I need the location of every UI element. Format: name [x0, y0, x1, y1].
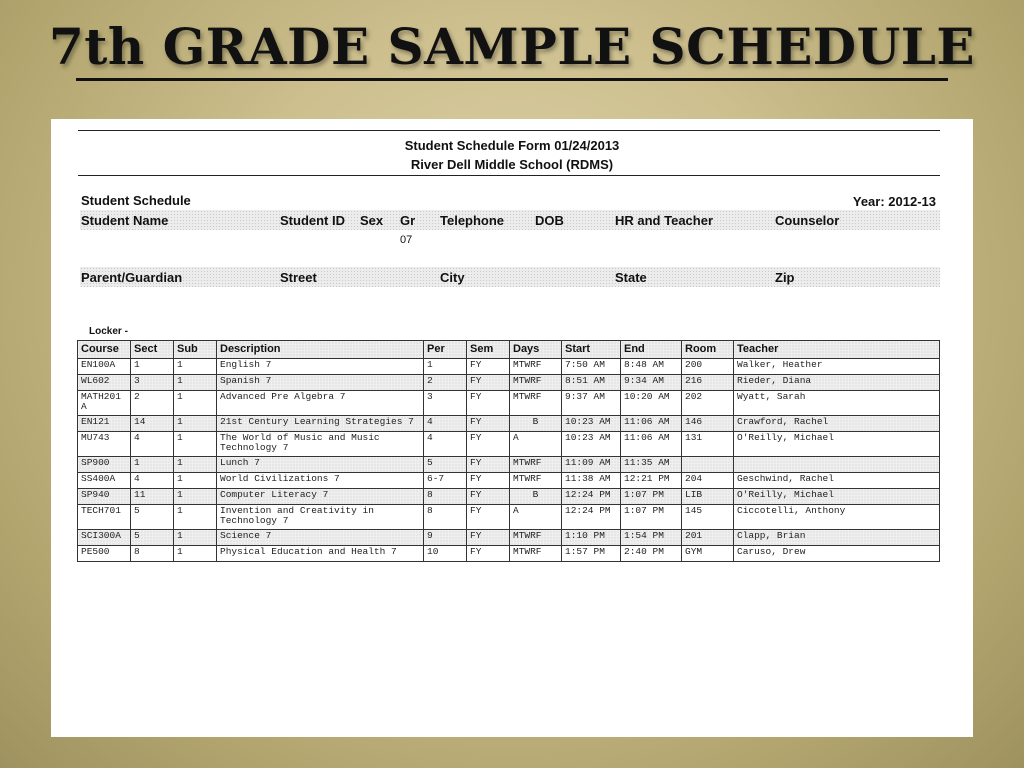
cell-sub: 1	[174, 489, 217, 505]
cell-course: SP940	[78, 489, 131, 505]
cell-end: 1:07 PM	[621, 505, 682, 530]
cell-start: 8:51 AM	[562, 375, 621, 391]
label-street: Street	[280, 270, 317, 285]
cell-teacher: Wyatt, Sarah	[734, 391, 940, 416]
cell-description: Invention and Creativity in Technology 7	[217, 505, 424, 530]
cell-per: 3	[424, 391, 467, 416]
cell-start: 9:37 AM	[562, 391, 621, 416]
cell-sem: FY	[467, 489, 510, 505]
cell-sub: 1	[174, 432, 217, 457]
cell-per: 6-7	[424, 473, 467, 489]
col-header-per: Per	[424, 341, 467, 359]
cell-course: MU743	[78, 432, 131, 457]
label-grade: Gr	[400, 213, 416, 228]
cell-description: Spanish 7	[217, 375, 424, 391]
cell-start: 12:24 PM	[562, 489, 621, 505]
cell-per: 1	[424, 359, 467, 375]
table-row	[78, 457, 940, 473]
cell-course: TECH701	[78, 505, 131, 530]
cell-days: A	[510, 432, 562, 457]
cell-days: MTWRF	[510, 391, 562, 416]
cell-end: 12:21 PM	[621, 473, 682, 489]
form-title-line2: River Dell Middle School (RDMS)	[410, 157, 614, 172]
cell-per: 5	[424, 457, 467, 473]
cell-end: 1:54 PM	[621, 530, 682, 546]
cell-start: 12:24 PM	[562, 505, 621, 530]
cell-room: 201	[682, 530, 734, 546]
cell-sem: FY	[467, 416, 510, 432]
col-header-start: Start	[562, 341, 621, 359]
grade-value: 07	[400, 234, 413, 246]
table-row	[78, 375, 940, 391]
cell-room: 131	[682, 432, 734, 457]
cell-days: MTWRF	[510, 457, 562, 473]
table-row	[78, 505, 940, 530]
cell-description: The World of Music and Music Technology 7	[217, 432, 424, 457]
label-counselor: Counselor	[775, 213, 840, 228]
cell-sem: FY	[467, 473, 510, 489]
col-header-days: Days	[510, 341, 562, 359]
cell-room: 145	[682, 505, 734, 530]
cell-sem: FY	[467, 375, 510, 391]
cell-sect: 5	[131, 505, 174, 530]
col-header-teacher: Teacher	[734, 341, 940, 359]
cell-description: 21st Century Learning Strategies 7	[217, 416, 424, 432]
table-row	[78, 546, 940, 562]
slide-title	[0, 14, 1024, 80]
cell-start: 11:09 AM	[562, 457, 621, 473]
guardian-info-header-band	[80, 267, 940, 287]
cell-course: SS400A	[78, 473, 131, 489]
cell-end: 9:34 AM	[621, 375, 682, 391]
cell-sub: 1	[174, 530, 217, 546]
cell-end: 11:06 AM	[621, 416, 682, 432]
cell-room: 200	[682, 359, 734, 375]
cell-per: 2	[424, 375, 467, 391]
cell-course: PE500	[78, 546, 131, 562]
cell-course: SCI300A	[78, 530, 131, 546]
cell-start: 11:38 AM	[562, 473, 621, 489]
col-header-end: End	[621, 341, 682, 359]
cell-description: Computer Literacy 7	[217, 489, 424, 505]
col-header-course: Course	[78, 341, 131, 359]
table-row	[78, 473, 940, 489]
label-dob: DOB	[535, 213, 564, 228]
cell-sub: 1	[174, 505, 217, 530]
cell-per: 8	[424, 505, 467, 530]
cell-sect: 4	[131, 432, 174, 457]
cell-per: 10	[424, 546, 467, 562]
cell-per: 4	[424, 416, 467, 432]
label-city: City	[440, 270, 465, 285]
top-rule	[78, 130, 940, 131]
cell-sem: FY	[467, 505, 510, 530]
cell-sect: 1	[131, 457, 174, 473]
cell-sect: 5	[131, 530, 174, 546]
slide-title-text: 7th GRADE SAMPLE SCHEDULE	[48, 17, 976, 76]
cell-end: 11:35 AM	[621, 457, 682, 473]
label-telephone: Telephone	[440, 213, 505, 228]
cell-teacher: Rieder, Diana	[734, 375, 940, 391]
cell-sect: 14	[131, 416, 174, 432]
cell-sub: 1	[174, 391, 217, 416]
cell-end: 8:48 AM	[621, 359, 682, 375]
form-title-line1: Student Schedule Form 01/24/2013	[404, 138, 620, 153]
cell-room	[682, 457, 734, 473]
col-header-description: Description	[217, 341, 424, 359]
cell-teacher: O'Reilly, Michael	[734, 489, 940, 505]
label-student-id: Student ID	[280, 213, 345, 228]
cell-sub: 1	[174, 416, 217, 432]
cell-sect: 3	[131, 375, 174, 391]
table-row	[78, 359, 940, 375]
cell-start: 10:23 AM	[562, 432, 621, 457]
cell-course: MATH201 A	[78, 391, 131, 416]
cell-description: World Civilizations 7	[217, 473, 424, 489]
cell-room: GYM	[682, 546, 734, 562]
cell-per: 4	[424, 432, 467, 457]
cell-sect: 4	[131, 473, 174, 489]
cell-end: 2:40 PM	[621, 546, 682, 562]
cell-room: 216	[682, 375, 734, 391]
cell-days: MTWRF	[510, 546, 562, 562]
col-header-sect: Sect	[131, 341, 174, 359]
cell-sem: FY	[467, 546, 510, 562]
cell-sub: 1	[174, 375, 217, 391]
cell-per: 8	[424, 489, 467, 505]
cell-room: 202	[682, 391, 734, 416]
cell-description: Science 7	[217, 530, 424, 546]
cell-teacher: Ciccotelli, Anthony	[734, 505, 940, 530]
school-year: Year: 2012-13	[852, 194, 936, 209]
cell-sect: 2	[131, 391, 174, 416]
cell-description: Advanced Pre Algebra 7	[217, 391, 424, 416]
cell-teacher: O'Reilly, Michael	[734, 432, 940, 457]
cell-end: 10:20 AM	[621, 391, 682, 416]
cell-sem: FY	[467, 391, 510, 416]
header-rule	[78, 175, 940, 176]
table-row	[78, 416, 940, 432]
cell-start: 1:10 PM	[562, 530, 621, 546]
section-title: Student Schedule	[81, 193, 191, 208]
cell-teacher: Crawford, Rachel	[734, 416, 940, 432]
cell-sub: 1	[174, 473, 217, 489]
label-sex: Sex	[360, 213, 384, 228]
label-state: State	[615, 270, 647, 285]
cell-sub: 1	[174, 359, 217, 375]
cell-description: Lunch 7	[217, 457, 424, 473]
cell-days: MTWRF	[510, 359, 562, 375]
cell-teacher: Caruso, Drew	[734, 546, 940, 562]
cell-room: 204	[682, 473, 734, 489]
cell-description: Physical Education and Health 7	[217, 546, 424, 562]
cell-teacher: Clapp, Brian	[734, 530, 940, 546]
cell-days: MTWRF	[510, 473, 562, 489]
cell-start: 1:57 PM	[562, 546, 621, 562]
cell-sub: 1	[174, 546, 217, 562]
cell-days: B	[510, 416, 562, 432]
cell-days: MTWRF	[510, 375, 562, 391]
schedule-form-document	[51, 119, 973, 737]
table-row	[78, 391, 940, 416]
cell-start: 10:23 AM	[562, 416, 621, 432]
label-hr-teacher: HR and Teacher	[615, 213, 714, 228]
cell-sect: 8	[131, 546, 174, 562]
col-header-sub: Sub	[174, 341, 217, 359]
cell-teacher: Walker, Heather	[734, 359, 940, 375]
cell-sub: 1	[174, 457, 217, 473]
cell-teacher	[734, 457, 940, 473]
cell-course: EN100A	[78, 359, 131, 375]
cell-course: SP900	[78, 457, 131, 473]
label-zip: Zip	[775, 270, 795, 285]
cell-course: WL602	[78, 375, 131, 391]
cell-room: LIB	[682, 489, 734, 505]
cell-end: 11:06 AM	[621, 432, 682, 457]
col-header-sem: Sem	[467, 341, 510, 359]
cell-sem: FY	[467, 432, 510, 457]
cell-room: 146	[682, 416, 734, 432]
cell-start: 7:50 AM	[562, 359, 621, 375]
cell-days: A	[510, 505, 562, 530]
locker-label: Locker -	[89, 326, 128, 337]
cell-days: B	[510, 489, 562, 505]
table-row	[78, 489, 940, 505]
cell-sem: FY	[467, 530, 510, 546]
cell-description: English 7	[217, 359, 424, 375]
cell-sect: 11	[131, 489, 174, 505]
cell-end: 1:07 PM	[621, 489, 682, 505]
cell-course: EN121	[78, 416, 131, 432]
cell-sem: FY	[467, 457, 510, 473]
title-underline	[76, 78, 948, 81]
cell-days: MTWRF	[510, 530, 562, 546]
schedule-header-row	[78, 341, 940, 359]
schedule-table	[77, 340, 940, 562]
cell-sem: FY	[467, 359, 510, 375]
cell-sect: 1	[131, 359, 174, 375]
cell-teacher: Geschwind, Rachel	[734, 473, 940, 489]
table-row	[78, 432, 940, 457]
col-header-room: Room	[682, 341, 734, 359]
table-row	[78, 530, 940, 546]
label-parent-guardian: Parent/Guardian	[81, 270, 183, 285]
cell-per: 9	[424, 530, 467, 546]
label-student-name: Student Name	[81, 213, 169, 228]
